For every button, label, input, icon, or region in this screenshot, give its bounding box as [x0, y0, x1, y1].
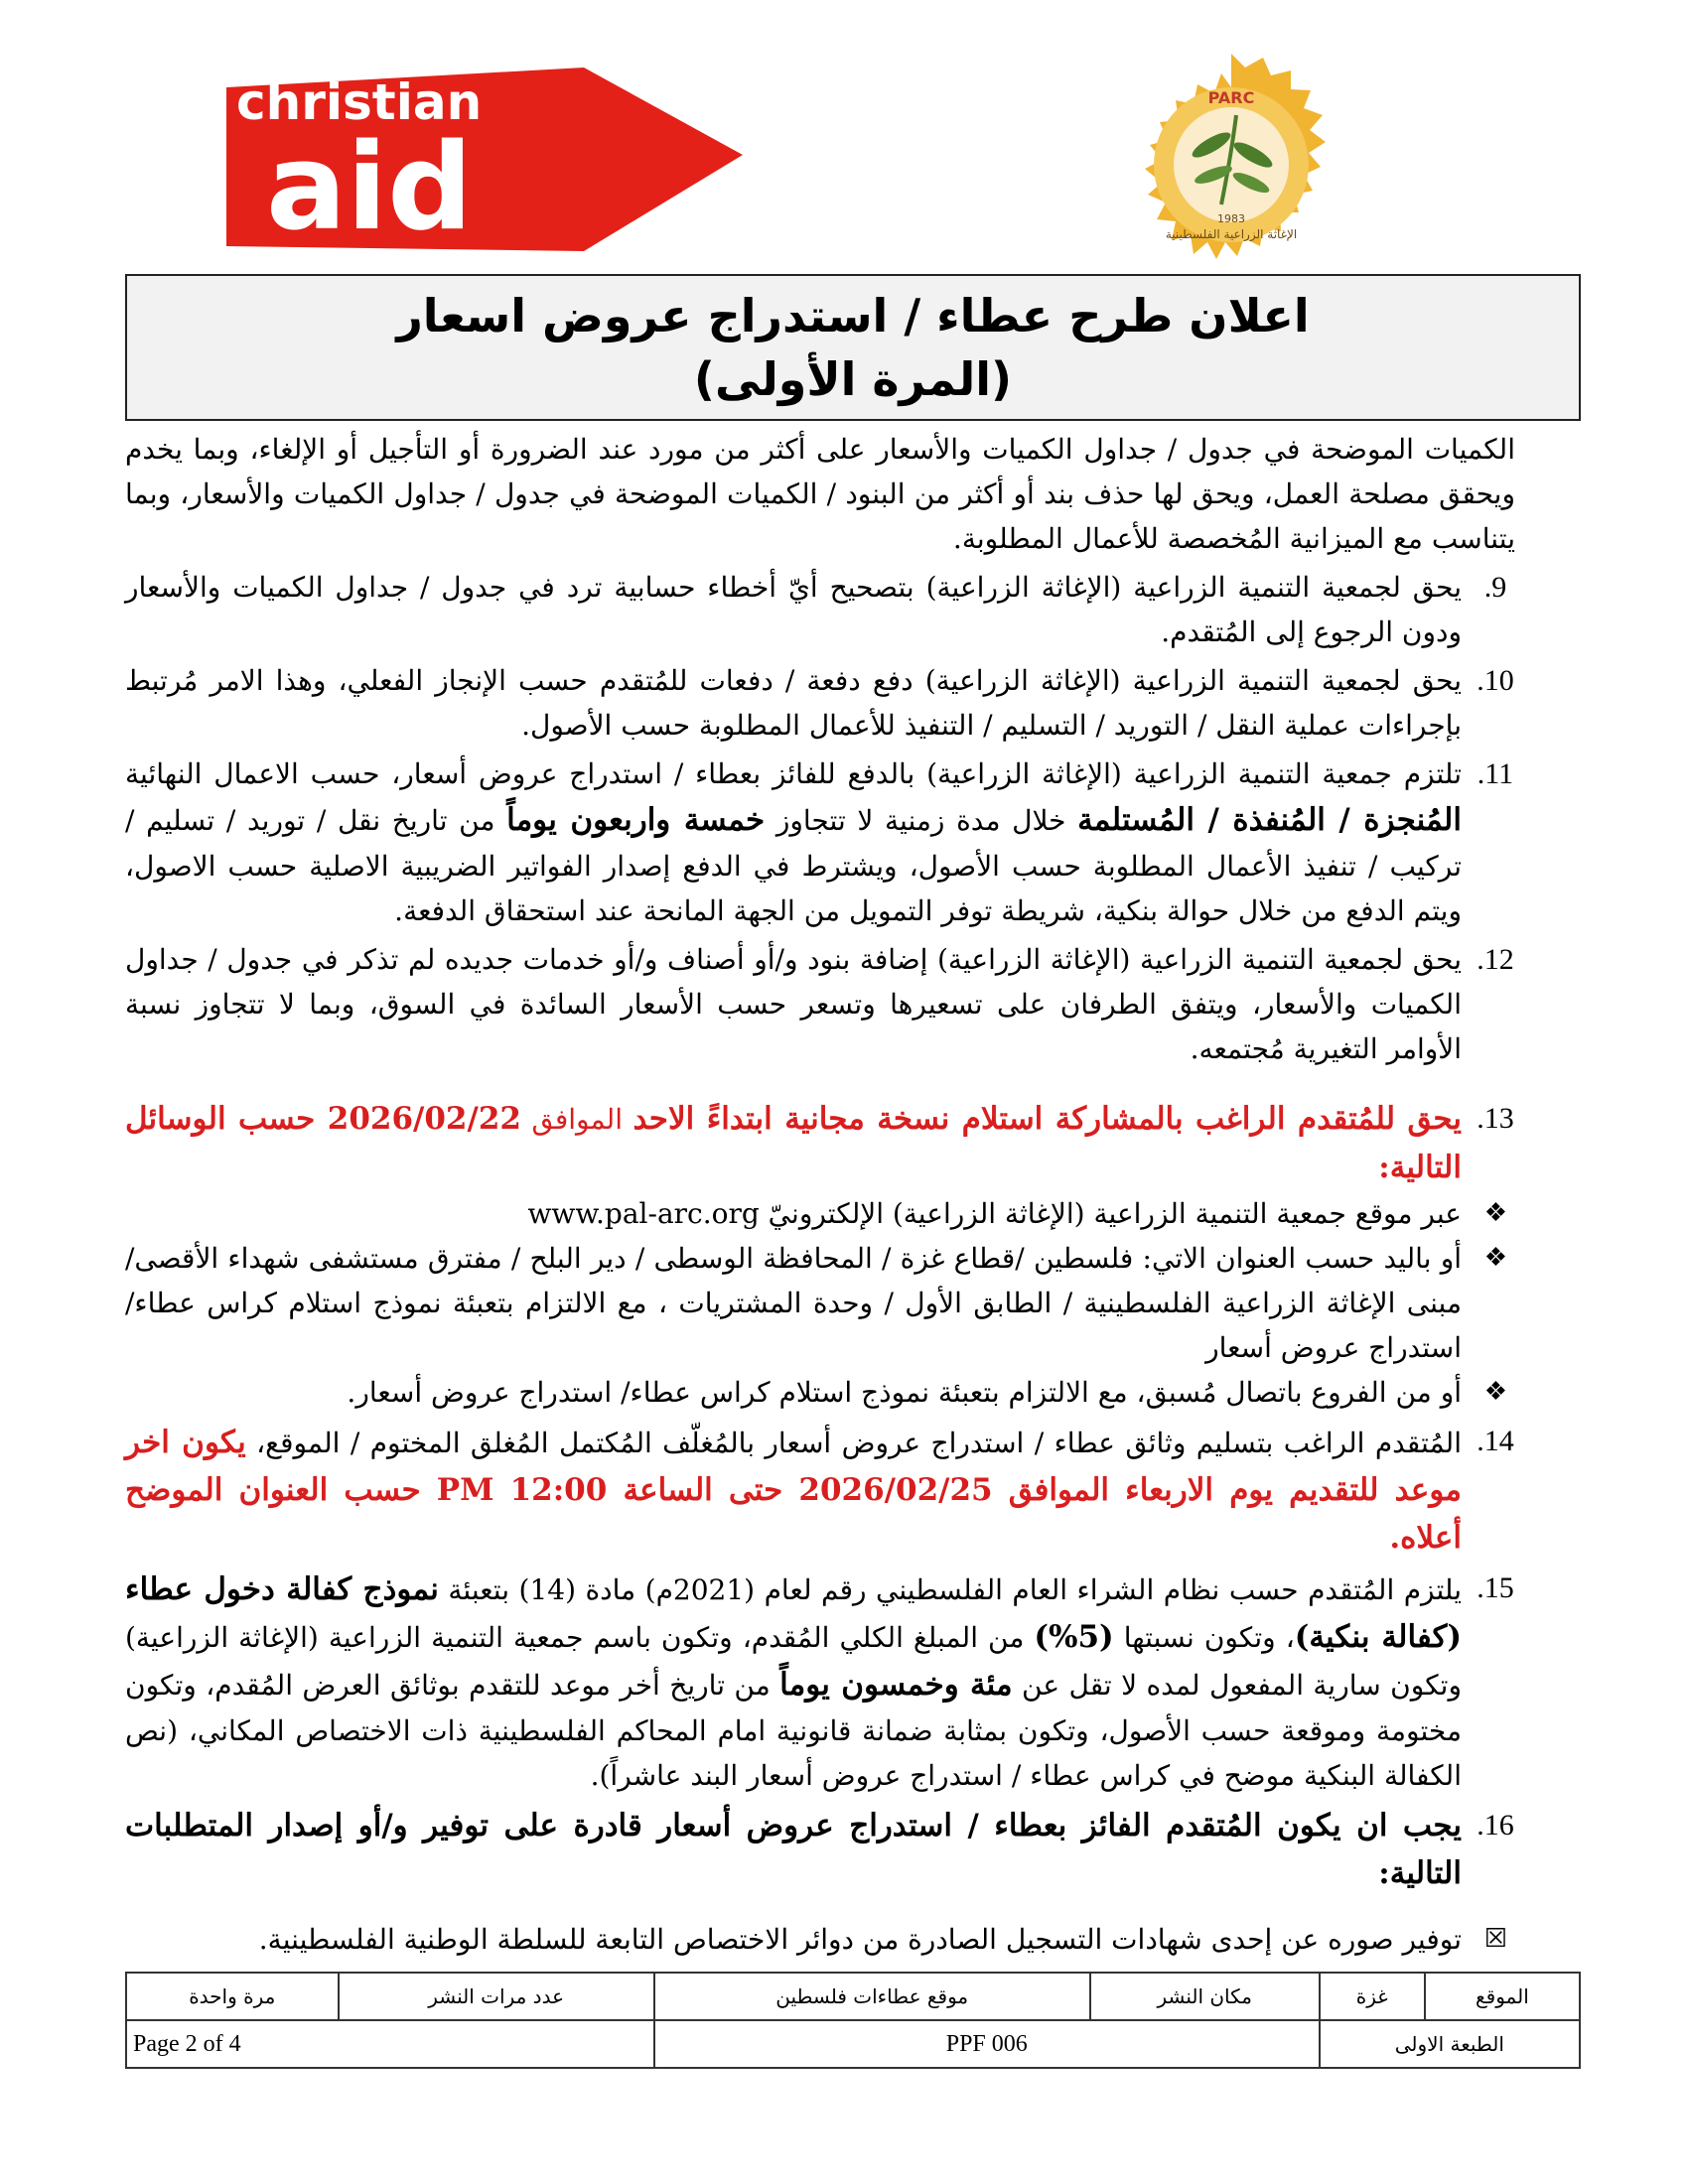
announcement-subtitle: (المرة الأولى) [693, 352, 1013, 406]
clause-text: من المبلغ الكلي المُقدم، وتكون باسم جمعية التنمية الزراعية (الإغاثة الزراعية) وتكون سارية المفعول لمده لا تقل عن [125, 1621, 1462, 1702]
logo-christian-text: christian [236, 73, 483, 131]
parc-year: 1983 [1217, 212, 1245, 225]
clause-text: المُتقدم الراغب بتسليم وثائق عطاء / استدراج عروض أسعار بالمُغلّف المُكتمل المُغلق المختوم / الموقع، [245, 1427, 1462, 1459]
clause-text: يلتزم المُتقدم حسب نظام الشراء العام الفلسطيني رقم لعام (2021م) مادة (14) بتعبئة [438, 1573, 1462, 1606]
bullet-by-hand [125, 1236, 1515, 1370]
footer-location-value: غزة [1320, 1973, 1425, 2020]
footer-table [125, 1972, 1581, 2069]
footer-location-label: الموقع [1425, 1973, 1580, 2020]
clause-number: .11 [1477, 757, 1514, 790]
deadline-highlight: يكون اخر موعد للتقديم يوم الاربعاء الموافق 2026/02/25 حتى الساعة 12:00 PM حسب العنوان الموضح أعلاه. [125, 1425, 1462, 1556]
clause-text: تلتزم جمعية التنمية الزراعية (الإغاثة الزراعية) بالدفع للفائز بعطاء / استدراج عروض أسعار، حسب الاعمال النهائية [125, 757, 1462, 790]
clause-12 [125, 937, 1515, 1071]
form-code: PPF 006 [654, 2020, 1320, 2068]
clause-14 [125, 1419, 1515, 1562]
clause-number: .9 [1483, 571, 1507, 604]
clause-text: من تاريخ أخر موعد للتقدم بوثائق العرض المُقدم، وتكون مختومة وموقعة حسب الأصول، وتكون بمثابة ضمانة قانونية امام المحاكم الفلسطينية ذات الاختصاص المكاني، (نص الكفالة البنكية موضح في كراس عطاء / استدراج عروض أسعار البند عاشراً). [125, 1669, 1462, 1792]
clause-number: .16 [1477, 1809, 1514, 1842]
clause-text: يحق لجمعية التنمية الزراعية (الإغاثة الزراعية) دفع دفعة / دفعات للمُتقدم حسب الإنجاز الفعلي، وهذا الامر مُرتبط بإجراءات عملية النقل / التوريد / التسليم / التنفيذ للأعمال المطلوبة حسب الأصول. [125, 664, 1462, 742]
diamond-bullet-icon: ❖ [1483, 1243, 1507, 1273]
diamond-bullet-icon: ❖ [1483, 1198, 1507, 1228]
bullet-text: أو باليد حسب العنوان الاتي: فلسطين /قطاع غزة / المحافظة الوسطى / دير البلح / مفترق مستشفى شهداء الأقصى/ مبنى الإغاثة الزراعية الفلسطينية / الطابق الأول / وحدة المشتريات ، مع الالتزام بتعبئة نموذج استلام كراس عطاء/ استدراج عروض أسعار [125, 1242, 1463, 1364]
clause-15 [125, 1566, 1515, 1798]
bullet-text: أو من الفروع باتصال مُسبق، مع الالتزام بتعبئة نموذج استلام كراس عطاء/ استدراج عروض أسعار. [347, 1376, 1462, 1409]
checkbox-x-icon: ☒ [1483, 1924, 1507, 1954]
requirement-text: توفير صوره عن إحدى شهادات التسجيل الصادرة من دوائر الاختصاص التابعة للسلطة الوطنية الفلسطينية. [258, 1923, 1462, 1956]
clause-9 [125, 565, 1515, 654]
logo-aid-text: aid [266, 119, 474, 251]
clause-11 [125, 751, 1515, 933]
footer-place-label: مكان النشر [1090, 1973, 1320, 2020]
clause-text: ، وتكون نسبتها [1113, 1621, 1295, 1654]
footer-count-label: عدد مرات النشر [339, 1973, 654, 2020]
page-number: Page 2 of 4 [126, 2020, 654, 2068]
document-body [125, 427, 1515, 1962]
clause-number: .14 [1477, 1425, 1514, 1457]
parc-logo [1072, 48, 1390, 286]
clause-number: .13 [1477, 1102, 1514, 1135]
bullet-branches [125, 1370, 1515, 1415]
clause-text: خلال مدة زمنية لا تتجاوز [765, 804, 1078, 837]
clause-13 [125, 1095, 1515, 1191]
clause-emphasis: المُنجزة / المُنفذة / المُستلمة [1077, 802, 1462, 838]
edition-label: الطبعة الاولى [1320, 2020, 1580, 2068]
footer-place-value: موقع عطاءات فلسطين [654, 1973, 1090, 2020]
clause-text: يحق لجمعية التنمية الزراعية (الإغاثة الزراعية) إضافة بنود و/أو أصناف و/أو خدمات جديده لم تذكر في جدول / جداول الكميات والأسعار، ويتفق الطرفان على تسعيرها وتسعر حسب الأسعار السائدة في السوق، وبما لا تتجاوز نسبة الأوامر التغيرية مُجتمعه. [125, 943, 1462, 1065]
announcement-title-box [125, 274, 1581, 421]
parc-arabic-name: الإغاثة الزراعية الفلسطينية [1165, 227, 1298, 241]
clause-text: الموافق [520, 1103, 633, 1136]
clause-number: .10 [1477, 664, 1514, 697]
requirement-item [125, 1917, 1515, 1962]
continued-paragraph: الكميات الموضحة في جدول / جداول الكميات والأسعار على أكثر من مورد عند الضرورة أو التأجيل أو الإلغاء، وبما يخدم ويحقق مصلحة العمل، ويحق لها حذف بند أو أكثر من البنود / الكميات الموضحة في جدول / جداول الكميات والأسعار، وبما يتناسب مع الميزانية المُخصصة للأعمال المطلوبة. [125, 433, 1515, 555]
announcement-title: اعلان طرح عطاء / استدراج عروض اسعار [396, 289, 1310, 342]
clause-number: .12 [1477, 943, 1514, 976]
clause-highlight: 2026/02/22 حسب الوسائل التالية: [125, 1101, 1462, 1185]
bullet-website [125, 1191, 1515, 1236]
clause-emphasis: مئة وخمسون يوماً [779, 1667, 1013, 1703]
clause-10 [125, 658, 1515, 748]
bullet-text: عبر موقع جمعية التنمية الزراعية (الإغاثة الزراعية) الإلكترونيّ www.pal-arc.org [527, 1197, 1462, 1230]
diamond-bullet-icon: ❖ [1483, 1377, 1507, 1407]
clause-number: .15 [1477, 1571, 1514, 1604]
clause-highlight: يحق للمُتقدم الراغب بالمشاركة استلام نسخة مجانية ابتداءً الاحد [633, 1101, 1462, 1137]
footer-publish-row [126, 1973, 1580, 2020]
clause-emphasis: (5%) [1034, 1619, 1114, 1655]
clause-text: يجب ان يكون المُتقدم الفائز بعطاء / استدراج عروض أسعار قادرة على توفير و/أو إصدار المتطلبات التالية: [125, 1808, 1462, 1891]
clause-text: يحق لجمعية التنمية الزراعية (الإغاثة الزراعية) بتصحيح أيّ أخطاء حسابية ترد في جدول / جداول الكميات والأسعار ودون الرجوع إلى المُتقدم. [125, 571, 1462, 648]
clause-emphasis: خمسة واربعون يوماً [506, 802, 766, 838]
parc-acronym: PARC [1207, 88, 1255, 107]
clause-text: من تاريخ نقل / توريد / تسليم / تركيب / تنفيذ الأعمال المطلوبة حسب الأصول، ويشترط في الدفع إصدار الفواتير الضريبية الاصلية حسب الاصول، ويتم الدفع من خلال حوالة بنكية، شريطة توفر التمويل من الجهة المانحة عند استحقاق الدفعة. [125, 804, 1462, 927]
footer-count-value: مرة واحدة [126, 1973, 339, 2020]
christian-aid-logo [226, 68, 743, 251]
clause-16 [125, 1802, 1515, 1897]
clause-emphasis: نموذج كفالة دخول عطاء (كفالة بنكية) [125, 1571, 1463, 1655]
footer-doc-row [126, 2020, 1580, 2068]
